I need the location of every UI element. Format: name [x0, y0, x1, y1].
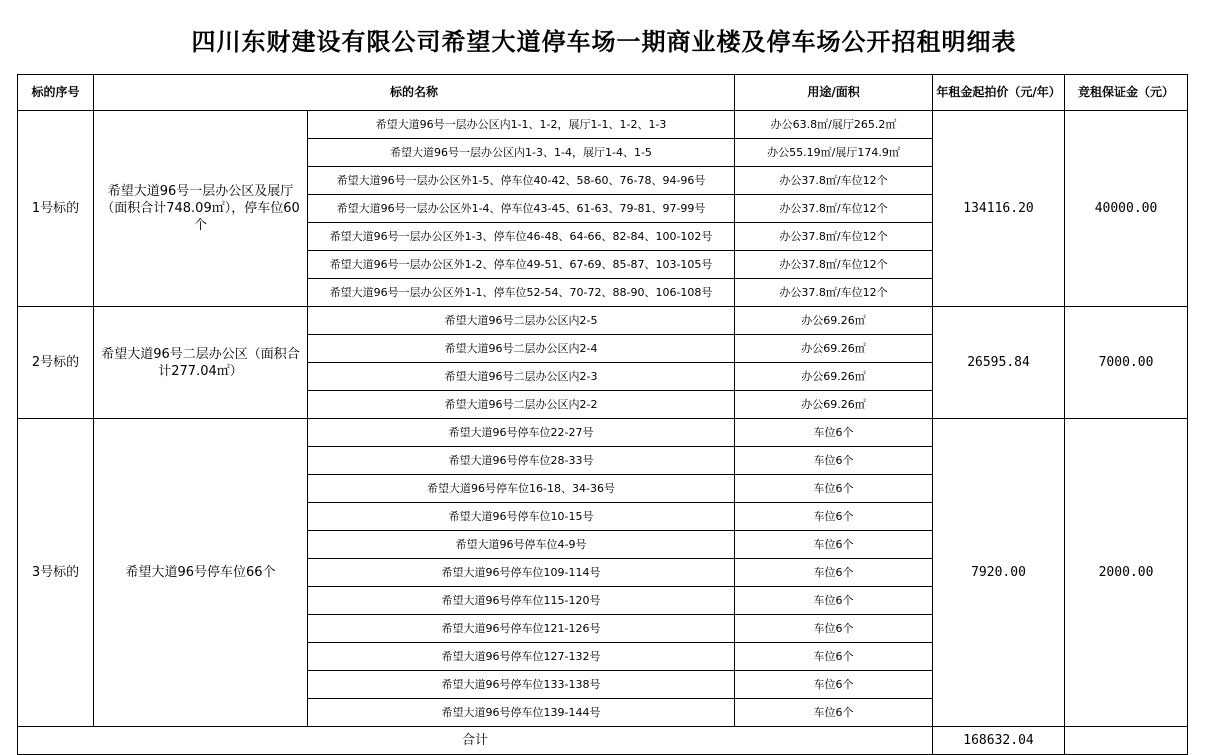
item-usage: 办公37.8㎡/车位12个: [735, 195, 933, 223]
header-lot-no: 标的序号: [18, 75, 94, 111]
item-name: 希望大道96号二层办公区内2-3: [308, 363, 735, 391]
item-usage: 车位6个: [735, 559, 933, 587]
lot-annual-rent: 134116.20: [933, 111, 1065, 307]
header-usage-area: 用途/面积: [735, 75, 933, 111]
item-name: 希望大道96号停车位109-114号: [308, 559, 735, 587]
item-name: 希望大道96号停车位16-18、34-36号: [308, 475, 735, 503]
item-usage: 办公69.26㎡: [735, 307, 933, 335]
lot-annual-rent: 26595.84: [933, 307, 1065, 419]
item-name: 希望大道96号一层办公区内1-1、1-2，展厅1-1、1-2、1-3: [308, 111, 735, 139]
item-name: 希望大道96号停车位121-126号: [308, 615, 735, 643]
table-body: [18, 111, 1188, 727]
item-name: 希望大道96号停车位4-9号: [308, 531, 735, 559]
header-deposit: 竞租保证金（元）: [1065, 75, 1188, 111]
item-usage: 办公37.8㎡/车位12个: [735, 251, 933, 279]
lot-deposit: 40000.00: [1065, 111, 1188, 307]
item-name: 希望大道96号停车位22-27号: [308, 419, 735, 447]
item-name: 希望大道96号二层办公区内2-5: [308, 307, 735, 335]
item-usage: 车位6个: [735, 475, 933, 503]
table-row: [18, 111, 1188, 139]
lot-name: 希望大道96号停车位66个: [94, 419, 308, 727]
tender-table: [17, 74, 1188, 755]
item-usage: 车位6个: [735, 587, 933, 615]
item-usage: 车位6个: [735, 643, 933, 671]
table-row: [18, 307, 1188, 335]
lot-name: 希望大道96号一层办公区及展厅（面积合计748.09㎡），停车位60个: [94, 111, 308, 307]
item-usage: 车位6个: [735, 447, 933, 475]
item-name: 希望大道96号停车位10-15号: [308, 503, 735, 531]
lot-label: 1号标的: [18, 111, 94, 307]
item-name: 希望大道96号二层办公区内2-2: [308, 391, 735, 419]
item-usage: 办公69.26㎡: [735, 363, 933, 391]
total-row: [18, 727, 1188, 755]
lot-annual-rent: 7920.00: [933, 419, 1065, 727]
lot-deposit: 7000.00: [1065, 307, 1188, 419]
item-name: 希望大道96号一层办公区外1-1、停车位52-54、70-72、88-90、106-108号: [308, 279, 735, 307]
item-usage: 车位6个: [735, 419, 933, 447]
item-usage: 办公69.26㎡: [735, 335, 933, 363]
header-row: [18, 75, 1188, 111]
item-name: 希望大道96号一层办公区外1-4、停车位43-45、61-63、79-81、97-99号: [308, 195, 735, 223]
item-usage: 办公63.8㎡/展厅265.2㎡: [735, 111, 933, 139]
item-name: 希望大道96号一层办公区外1-5、停车位40-42、58-60、76-78、94-96号: [308, 167, 735, 195]
item-name: 希望大道96号停车位127-132号: [308, 643, 735, 671]
item-name: 希望大道96号停车位139-144号: [308, 699, 735, 727]
item-usage: 车位6个: [735, 503, 933, 531]
item-usage: 办公69.26㎡: [735, 391, 933, 419]
table-row: [18, 419, 1188, 447]
item-name: 希望大道96号停车位133-138号: [308, 671, 735, 699]
header-lot-name: 标的名称: [94, 75, 735, 111]
item-usage: 办公37.8㎡/车位12个: [735, 223, 933, 251]
page-title: 四川东财建设有限公司希望大道停车场一期商业楼及停车场公开招租明细表: [191, 28, 1017, 56]
item-name: 希望大道96号一层办公区外1-2、停车位49-51、67-69、85-87、103-105号: [308, 251, 735, 279]
item-name: 希望大道96号停车位28-33号: [308, 447, 735, 475]
lot-deposit: 2000.00: [1065, 419, 1188, 727]
lot-label: 2号标的: [18, 307, 94, 419]
item-usage: 办公37.8㎡/车位12个: [735, 167, 933, 195]
item-name: 希望大道96号一层办公区外1-3、停车位46-48、64-66、82-84、100-102号: [308, 223, 735, 251]
item-usage: 车位6个: [735, 615, 933, 643]
item-name: 希望大道96号停车位115-120号: [308, 587, 735, 615]
lot-name: 希望大道96号二层办公区（面积合计277.04㎡）: [94, 307, 308, 419]
item-usage: 车位6个: [735, 699, 933, 727]
lot-label: 3号标的: [18, 419, 94, 727]
total-label: 合计: [18, 727, 933, 755]
item-usage: 办公55.19㎡/展厅174.9㎡: [735, 139, 933, 167]
total-deposit-cell: [1065, 727, 1188, 755]
item-name: 希望大道96号一层办公区内1-3、1-4，展厅1-4、1-5: [308, 139, 735, 167]
header-annual-rent: 年租金起拍价（元/年）: [933, 75, 1065, 111]
item-name: 希望大道96号二层办公区内2-4: [308, 335, 735, 363]
item-usage: 车位6个: [735, 671, 933, 699]
total-rent: 168632.04: [933, 727, 1065, 755]
item-usage: 车位6个: [735, 531, 933, 559]
item-usage: 办公37.8㎡/车位12个: [735, 279, 933, 307]
